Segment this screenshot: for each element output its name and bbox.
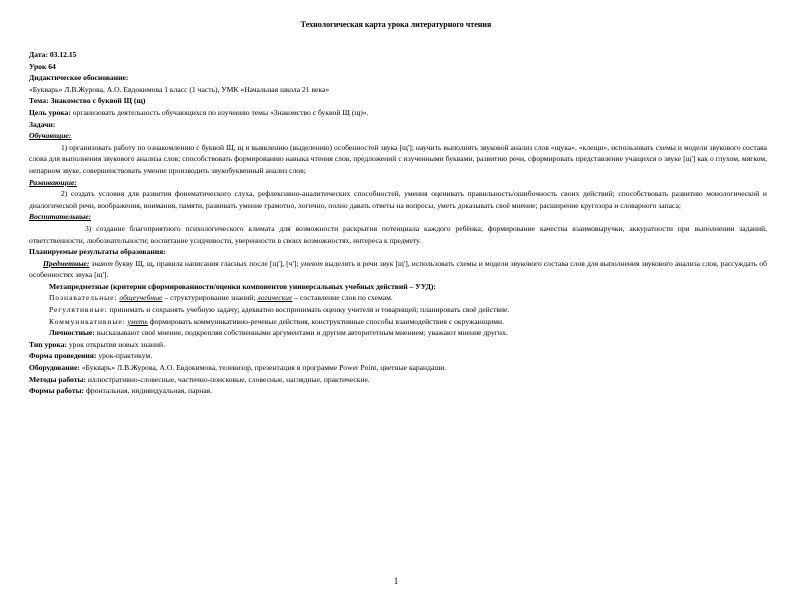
subject-can: умеют xyxy=(300,258,323,268)
goal-line xyxy=(29,107,767,119)
cognitive-line xyxy=(29,292,767,304)
type-line xyxy=(29,339,767,351)
results-label: Планируемые результаты образования: xyxy=(29,247,166,257)
communicative-label: Коммуникативные: xyxy=(49,316,126,326)
subject-label: Предметные: xyxy=(43,258,90,268)
methods-text: иллюстративно-словесные, частично-поисковые, словесные, наглядные, практические. xyxy=(87,374,370,384)
page-number: 1 xyxy=(393,576,399,586)
form-label: Форма проведения: xyxy=(29,351,97,361)
forms-text: фронтальная, индивидуальная, парная. xyxy=(85,386,213,396)
methods-label: Методы работы: xyxy=(29,374,86,384)
cognitive-text-1: – структурирование знаний; xyxy=(164,293,256,303)
form-text: урок-практикум. xyxy=(98,351,153,361)
form-line xyxy=(29,350,767,362)
topic-label: Тема: xyxy=(29,96,49,106)
lesson-line: Урок 64 xyxy=(29,61,56,71)
methods-line xyxy=(29,374,767,386)
subject-know: знают xyxy=(91,258,113,268)
date-line: Дата: 03.12.15 xyxy=(29,50,77,59)
topic-line xyxy=(29,95,767,107)
goal-label: Цель урока: xyxy=(29,107,71,117)
forms-line xyxy=(29,385,767,397)
teaching-text: 1) организовать работу по ознакомлению с буквой Щ, щ и выявлению (выделению) особенностей звука [щ']; научить выполнять звуковой анализ слов «щука», «клещи», использовать схемы и модели звукового состава слова для выполнения звукового анализа слов; способствовать формированию навыка чтения слов, предложений с изученными буквами, развитию речи, сформировать представление учащихся о звуке [щ'] как о глухом, мягком, непарном звуке, совершенствовать умение производить звукобуквенный анализ слов; xyxy=(29,142,767,175)
communicative-can: уметь xyxy=(127,316,148,326)
subject-text-2: выделять в речи звук [щ'], использовать схемы и модели звукового состава слов для выполнения звукового анализа слов, рассуждать об особенностях звука [щ']. xyxy=(29,258,767,280)
communicative-line xyxy=(29,316,767,328)
type-label: Тип урока: xyxy=(29,339,67,349)
document-title: Технологическая карта урока литературного чтения xyxy=(300,20,492,29)
cognitive-text-2: – составление слов по схемам. xyxy=(294,293,393,303)
developing-label: Развивающие: xyxy=(29,177,77,187)
didactic-text: «Букварь» Л.В.Журова, А.О. Евдокимова 1 класс (1 часть), УМК «Начальная школа 21 века» xyxy=(29,84,330,94)
subject-results xyxy=(29,258,767,281)
equipment-line xyxy=(29,362,767,374)
type-text: урок открытия новых знаний. xyxy=(68,339,165,349)
subject-text-1: букву Щ, щ, правила написания гласных после [щ'], [ч']; xyxy=(114,258,301,268)
cognitive-general: общеучебные xyxy=(119,293,163,303)
topic-text: Знакомство с буквой Щ (щ) xyxy=(50,96,146,106)
forms-label: Формы работы: xyxy=(29,386,85,396)
teaching-label: Обучающие: xyxy=(29,131,72,141)
cognitive-logical: логические xyxy=(257,293,293,303)
communicative-text: формировать коммуникативно-речевые действия, конструктивные способы взаимодействия с окружающими. xyxy=(149,316,504,326)
personal-line xyxy=(29,327,767,339)
meta-label: Метапредметные (критерии сформированности/оценки компонентов универсальных учебных действий – УУД): xyxy=(49,281,436,291)
goal-text: организовать деятельность обучающихся по изучению темы «Знакомство с буквой Щ (щ)». xyxy=(72,107,369,117)
educational-text: 3) создание благоприятного психологического климата для возможности раскрытия потенциала каждого ребёнка; формирование качества взаимовыручки, аккуратности при выполнении заданий, ответственности, любознательности; воспитание усидчивости, уверенности в своих возможностях, интереса к предмету. xyxy=(29,223,767,245)
personal-label: Личностные: xyxy=(49,328,95,338)
regulatory-line xyxy=(29,304,767,316)
developing-text: 2) создать условия для развития фонематического слуха, рефлексивно-аналитических способностей, умения оценивать правильность/ошибочность своих действий; способствовать развитию монологической и диалогической речи, воображения, внимания, памяти, развивать умение грамотно, логично, полно давать ответы на вопросы, уметь доказывать своё мнение; расширение кругозора и словарного запаса; xyxy=(29,189,767,210)
personal-text: высказывают своё мнение, подкрепляя собственными аргументами и другим авторитетным мнением; уважают мнение других. xyxy=(96,328,508,338)
didactic-label: Дидактическое обоснование: xyxy=(29,73,129,83)
equipment-label: Оборудование: xyxy=(29,363,80,373)
regulatory-label: Регулятивные: xyxy=(49,305,108,315)
cognitive-label: Познавательные: xyxy=(49,293,118,303)
regulatory-text: принимать и сохранять учебную задачу; адекватно воспринимать оценку учителя и товарищей; планировать своё действие. xyxy=(109,305,510,315)
document-body xyxy=(29,49,767,397)
tasks-label: Задачи: xyxy=(29,119,56,129)
equipment-text: «Букварь» Л.В.Журова, А.О. Евдокимова, телевизор, презентация в программе Power Point, цветные карандаши. xyxy=(81,363,447,373)
educational-label: Воспитательные: xyxy=(29,212,92,222)
